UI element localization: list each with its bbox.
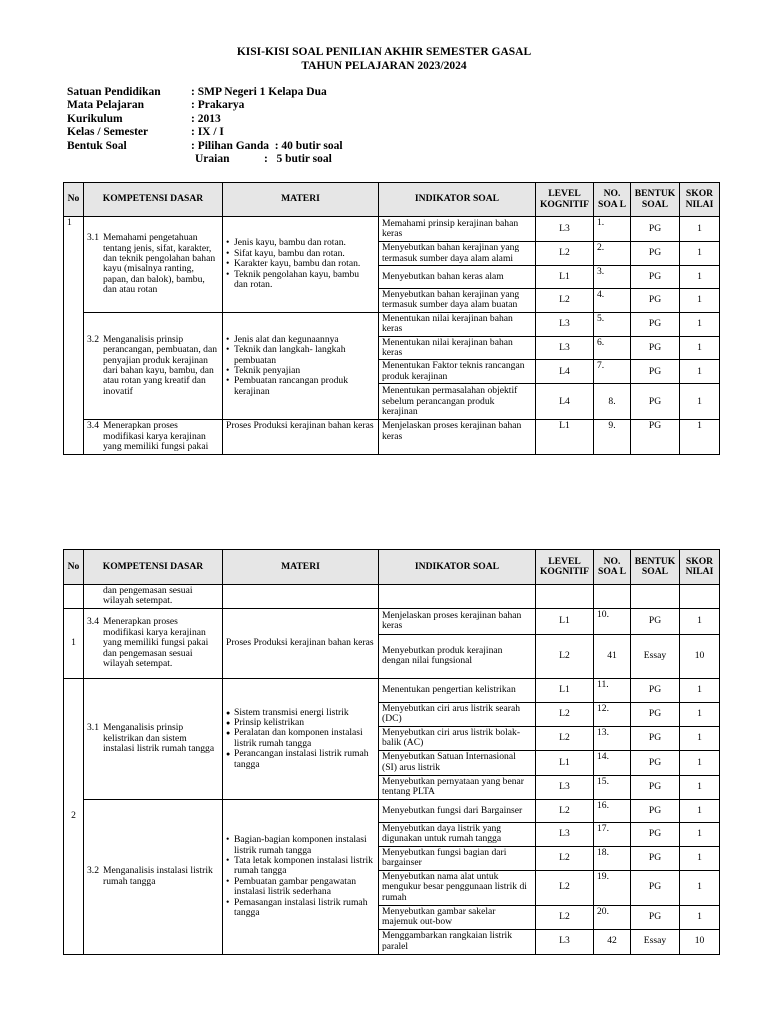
materi-item: ● Peralatan dan komponen instalasi listrik rumah tangga (226, 728, 375, 749)
col-header-kd: KOMPETENSI DASAR (84, 183, 223, 217)
indikator-cell (379, 585, 536, 609)
materi-item: • Karakter kayu, bambu dan rotan. (226, 259, 375, 269)
nosoal-cell: 3. (594, 266, 631, 289)
materi-cell: Proses Produksi kerajinan bahan keras (223, 608, 379, 678)
skor-cell: 1 (680, 420, 720, 455)
col-header-bentuk: BENTUK SOAL (631, 183, 680, 217)
info-label: Kurikulum (67, 112, 123, 125)
kd-text: Menerapkan proses modifikasi karya kerajinan yang memiliki fungsi pakai (103, 420, 209, 453)
kd-number: 3.1 (87, 722, 99, 734)
indikator-cell: Menyebutkan produk kerajinan dengan nilai fungsional (379, 634, 536, 678)
bentuk-cell: PG (631, 242, 680, 266)
level-cell: L1 (536, 678, 594, 702)
bentuk-cell: PG (631, 870, 680, 905)
bentuk-cell: PG (631, 266, 680, 289)
level-cell: L3 (536, 929, 594, 954)
level-cell: L4 (536, 384, 594, 420)
table-header-row (64, 550, 720, 585)
indikator-cell: Menggambarkan rangkaian listrik paralel (379, 929, 536, 954)
skor-cell: 1 (680, 726, 720, 750)
indikator-cell: Memahami prinsip kerajinan bahan keras (379, 217, 536, 242)
identity-block (67, 86, 343, 166)
kd-number: 3.1 (87, 232, 99, 244)
bentuk-cell: PG (631, 384, 680, 420)
materi-item: • Jenis kayu, bambu dan rotan. (226, 238, 375, 248)
materi-cell (223, 312, 379, 419)
indikator-cell: Menyebutkan gambar sakelar majemuk out-bow (379, 905, 536, 929)
indikator-cell: Menentukan nilai kerajinan bahan keras (379, 336, 536, 360)
bentuk-cell: Essay (631, 634, 680, 678)
materi-item: ● Sistem transmisi energi listrik (226, 708, 375, 718)
bentuk-cell: PG (631, 775, 680, 799)
indikator-cell: Menyebutkan nama alat untuk mengukur besar penggunaan listrik di rumah (379, 870, 536, 905)
skor-cell (680, 585, 720, 609)
bentuk-cell: PG (631, 905, 680, 929)
nosoal-cell: 8. (594, 384, 631, 420)
level-cell: L3 (536, 217, 594, 242)
nosoal-cell: 7. (594, 360, 631, 384)
bentuk-cell: PG (631, 336, 680, 360)
indikator-cell: Menyebutkan pernyataan yang benar tentang PLTA (379, 775, 536, 799)
col-header-nosoal: NO. SOA L (594, 183, 631, 217)
materi-item: • Pemasangan instalasi listrik rumah tangga (226, 898, 375, 919)
info-row-kelas (67, 126, 343, 139)
table-row (64, 678, 720, 702)
skor-cell: 10 (680, 634, 720, 678)
row-number (64, 585, 84, 609)
nosoal-cell: 13. (594, 726, 631, 750)
indikator-cell: Menyebutkan bahan kerajinan yang termasuk sumber daya alam alami (379, 242, 536, 266)
document-subtitle: TAHUN PELAJARAN 2023/2024 (301, 60, 467, 72)
nosoal-cell: 4. (594, 289, 631, 313)
table-row (64, 799, 720, 822)
materi-item: ● Prinsip kelistrikan (226, 718, 375, 728)
skor-cell: 1 (680, 242, 720, 266)
col-header-indikator: INDIKATOR SOAL (379, 550, 536, 585)
row-number: 1 (64, 608, 84, 678)
info-label: Kelas / Semester (67, 126, 149, 139)
skor-cell: 1 (680, 678, 720, 702)
nosoal-cell: 2. (594, 242, 631, 266)
kisi-table-page1 (63, 182, 720, 455)
indikator-cell: Menyebutkan ciri arus listrik searah (DC) (379, 702, 536, 726)
col-header-level: LEVEL KOGNITIF (536, 550, 594, 585)
level-cell: L3 (536, 775, 594, 799)
level-cell: L3 (536, 312, 594, 336)
nosoal-cell: 11. (594, 678, 631, 702)
level-cell: L2 (536, 634, 594, 678)
materi-item: • Tata letak komponen instalasi listrik rumah tangga (226, 856, 375, 877)
col-header-skor: SKOR NILAI (680, 183, 720, 217)
kompetensi-dasar (84, 678, 223, 799)
info-row-mapel (67, 99, 343, 112)
row-number: 1 (64, 217, 84, 455)
indikator-cell: Menentukan permasalahan objektif sebelum perancangan produk kerajinan (379, 384, 536, 420)
kd-text: Menganalisis instalasi listrik rumah tangga (103, 865, 213, 887)
bentuk-cell: PG (631, 289, 680, 313)
nosoal-cell: 5. (594, 312, 631, 336)
nosoal-cell: 20. (594, 905, 631, 929)
materi-item: • Bagian-bagian komponen instalasi listrik rumah tangga (226, 835, 375, 856)
col-header-materi: MATERI (223, 550, 379, 585)
kisi-table-page2 (63, 549, 720, 955)
bentuk-cell: PG (631, 217, 680, 242)
bentuk-cell: PG (631, 822, 680, 846)
nosoal-cell: 9. (594, 420, 631, 455)
skor-cell: 1 (680, 822, 720, 846)
table-header-row (64, 183, 720, 217)
materi-item: • Jenis alat dan kegunaannya (226, 335, 375, 345)
bentuk-cell: PG (631, 846, 680, 870)
skor-cell: 1 (680, 289, 720, 313)
level-cell: L1 (536, 266, 594, 289)
indikator-cell: Menyebutkan fungsi dari Bargainser (379, 799, 536, 822)
nosoal-cell: 19. (594, 870, 631, 905)
table-row (64, 420, 720, 455)
col-header-nosoal: NO. SOA L (594, 550, 631, 585)
nosoal-cell: 6. (594, 336, 631, 360)
nosoal-cell: 12. (594, 702, 631, 726)
level-cell: L3 (536, 336, 594, 360)
col-header-materi: MATERI (223, 183, 379, 217)
kd-text: Memahami pengetahuan tentang jenis, sifat, karakter, dan teknik pengolahan bahan kayu (misalnya ranting, papan, dan balok), bambu, dan atau rotan (103, 232, 216, 296)
level-cell: L2 (536, 905, 594, 929)
col-header-bentuk: BENTUK SOAL (631, 550, 680, 585)
skor-cell: 1 (680, 266, 720, 289)
materi-cell (223, 678, 379, 799)
nosoal-cell: 41 (594, 634, 631, 678)
indikator-cell: Menyebutkan ciri arus listrik bolak-balik (AC) (379, 726, 536, 750)
skor-cell: 10 (680, 929, 720, 954)
info-value: : 2013 (191, 112, 221, 125)
skor-cell: 1 (680, 775, 720, 799)
continuation-row (64, 585, 720, 609)
nosoal-cell (594, 585, 631, 609)
materi-item: • Pembuatan rancangan produk kerajinan (226, 376, 375, 397)
skor-cell: 1 (680, 905, 720, 929)
bentuk-cell: PG (631, 312, 680, 336)
bentuk-cell: PG (631, 750, 680, 775)
level-cell: L2 (536, 726, 594, 750)
skor-cell: 1 (680, 799, 720, 822)
bentuk-cell: PG (631, 678, 680, 702)
materi-cell: Proses Produksi kerajinan bahan keras (223, 420, 379, 455)
row-number: 2 (64, 678, 84, 954)
materi-item: • Teknik dan langkah- langkah pembuatan (226, 345, 375, 366)
materi-item: • Teknik pengolahan kayu, bambu dan rotan. (226, 270, 375, 291)
info-row-kurikulum (67, 113, 343, 126)
bentuk-cell: PG (631, 726, 680, 750)
kompetensi-dasar (84, 420, 223, 455)
kd-text: Menganalisis prinsip kelistrikan dan sistem instalasi listrik rumah tangga (103, 722, 215, 755)
kd-number: 3.2 (87, 865, 99, 877)
indikator-cell: Menyebutkan bahan kerajinan yang termasuk sumber daya alam buatan (379, 289, 536, 313)
bentuk-cell: PG (631, 799, 680, 822)
kompetensi-dasar (84, 312, 223, 419)
kd-number: 3.2 (87, 333, 99, 345)
info-label: Satuan Pendidikan (67, 86, 161, 98)
indikator-cell: Menentukan nilai kerajinan bahan keras (379, 312, 536, 336)
level-cell: L2 (536, 289, 594, 313)
table-row (64, 608, 720, 634)
table-row (64, 312, 720, 336)
document-title: KISI-KISI SOAL PENILIAN AKHIR SEMESTER GASAL (236, 46, 532, 58)
info-row-bentuk (67, 140, 343, 153)
indikator-cell: Menyebutkan Satuan Internasional (SI) arus listrik (379, 750, 536, 775)
col-header-no: No (64, 550, 84, 585)
nosoal-cell: 16. (594, 799, 631, 822)
kd-text: Menganalisis prinsip perancangan, pembuatan, dan penyajian produk kerajinan dari bahan kayu, bambu, dan atau rotan yang kreatif dan inovatif (103, 333, 218, 397)
level-cell: L2 (536, 242, 594, 266)
skor-cell: 1 (680, 384, 720, 420)
level-cell: L1 (536, 420, 594, 455)
indikator-cell: Menentukan Faktor teknis rancangan produk kerajinan (379, 360, 536, 384)
materi-item: • Sifat kayu, bambu dan rotan. (226, 249, 375, 259)
skor-cell: 1 (680, 608, 720, 634)
info-row-uraian: Uraian : 5 butir soal (195, 153, 332, 166)
materi-item: • Pembuatan gambar pengawatan instalasi listrik sederhana (226, 877, 375, 898)
nosoal-cell: 10. (594, 608, 631, 634)
info-value: : IX / I (191, 126, 224, 139)
kd-number: 3.4 (87, 616, 99, 628)
skor-cell: 1 (680, 360, 720, 384)
info-label: Bentuk Soal (67, 139, 127, 152)
bentuk-cell: PG (631, 608, 680, 634)
skor-cell: 1 (680, 870, 720, 905)
kd-text: Menerapkan proses modifikasi karya kerajinan yang memiliki fungsi pakai dan pengemasan sesuai wilayah setempat. (103, 616, 209, 669)
materi-cell (223, 217, 379, 313)
skor-cell: 1 (680, 750, 720, 775)
level-cell: L2 (536, 846, 594, 870)
col-header-skor: SKOR NILAI (680, 550, 720, 585)
indikator-cell: Menentukan pengertian kelistrikan (379, 678, 536, 702)
level-cell: L2 (536, 702, 594, 726)
materi-item: • Teknik penyajian (226, 366, 375, 376)
level-cell: L2 (536, 870, 594, 905)
bentuk-cell: PG (631, 360, 680, 384)
info-value: : Pilihan Ganda : 40 butir soal (191, 139, 343, 152)
col-header-kd: KOMPETENSI DASAR (84, 550, 223, 585)
info-row-satuan (67, 86, 343, 99)
table-row (64, 217, 720, 242)
skor-cell: 1 (680, 336, 720, 360)
indikator-cell: Menyebutkan fungsi bagian dari bargainser (379, 846, 536, 870)
nosoal-cell: 42 (594, 929, 631, 954)
info-value: : Prakarya (191, 99, 245, 112)
bentuk-cell (631, 585, 680, 609)
nosoal-cell: 15. (594, 775, 631, 799)
indikator-cell: Menjelaskan proses kerajinan bahan keras (379, 608, 536, 634)
indikator-cell: Menyebutkan daya listrik yang digunakan untuk rumah tangga (379, 822, 536, 846)
kd-continuation: dan pengemasan sesuai wilayah setempat. (84, 585, 223, 609)
materi-cell (223, 585, 379, 609)
col-header-indikator: INDIKATOR SOAL (379, 183, 536, 217)
level-cell: L1 (536, 608, 594, 634)
indikator-cell: Menjelaskan proses kerajinan bahan keras (379, 420, 536, 455)
kompetensi-dasar (84, 608, 223, 678)
skor-cell: 1 (680, 312, 720, 336)
bentuk-cell: PG (631, 702, 680, 726)
info-value: : SMP Negeri 1 Kelapa Dua (191, 86, 327, 98)
materi-cell (223, 799, 379, 954)
kompetensi-dasar (84, 217, 223, 313)
skor-cell: 1 (680, 846, 720, 870)
nosoal-cell: 18. (594, 846, 631, 870)
level-cell (536, 585, 594, 609)
bentuk-cell: Essay (631, 929, 680, 954)
nosoal-cell: 14. (594, 750, 631, 775)
level-cell: L1 (536, 750, 594, 775)
level-cell: L3 (536, 822, 594, 846)
col-header-no: No (64, 183, 84, 217)
skor-cell: 1 (680, 702, 720, 726)
level-cell: L4 (536, 360, 594, 384)
info-label: Mata Pelajaran (67, 99, 144, 112)
bentuk-cell: PG (631, 420, 680, 455)
indikator-cell: Menyebutkan bahan keras alam (379, 266, 536, 289)
kd-number: 3.4 (87, 420, 99, 432)
materi-item: ● Perancangan instalasi listrik rumah tangga (226, 749, 375, 770)
nosoal-cell: 17. (594, 822, 631, 846)
level-cell: L2 (536, 799, 594, 822)
skor-cell: 1 (680, 217, 720, 242)
col-header-level: LEVEL KOGNITIF (536, 183, 594, 217)
kompetensi-dasar (84, 799, 223, 954)
nosoal-cell: 1. (594, 217, 631, 242)
